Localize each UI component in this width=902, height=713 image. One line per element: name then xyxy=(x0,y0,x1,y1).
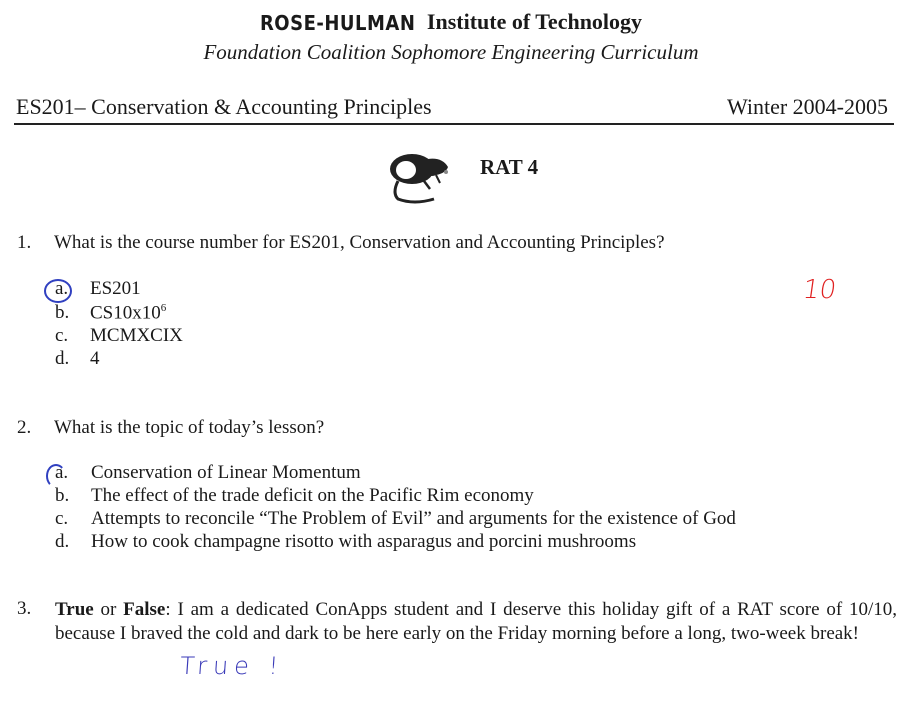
rose-hulman-logo: ROSE-HULMAN xyxy=(259,11,416,36)
option-text-base: CS10x10 xyxy=(90,302,161,324)
option-letter: c. xyxy=(55,508,69,529)
option-text[interactable]: How to cook champagne risotto with asparagus and porcini mushrooms xyxy=(91,531,637,552)
answer-circle-mark xyxy=(44,279,72,303)
statement-text: : I am a dedicated ConApps student and I deserve this holiday gift of a RAT score of 10/10, because I braved the cold and dark to be here early on the Friday morning before a long, two-week break! xyxy=(55,599,898,644)
rat-icon xyxy=(384,145,456,207)
option-text[interactable] xyxy=(90,302,166,324)
false-label: False xyxy=(123,599,166,620)
question-number: 1. xyxy=(17,232,32,253)
option-superscript: 6 xyxy=(160,302,167,314)
question-number: 2. xyxy=(17,417,32,438)
option-text[interactable]: Attempts to reconcile “The Problem of Evil” and arguments for the existence of God xyxy=(91,508,736,529)
institute-name: Institute of Technology xyxy=(426,9,643,34)
option-text[interactable]: 4 xyxy=(90,348,100,369)
question-number: 3. xyxy=(17,598,32,619)
true-label: True xyxy=(55,599,94,620)
option-text[interactable]: Conservation of Linear Momentum xyxy=(91,462,361,483)
curriculum-subtitle: Foundation Coalition Sophomore Engineering Curriculum xyxy=(203,40,699,64)
course-title: ES201– Conservation & Accounting Principles xyxy=(16,94,432,119)
option-letter: a. xyxy=(55,462,69,483)
option-text[interactable]: The effect of the trade deficit on the Pacific Rim economy xyxy=(91,485,534,506)
or-label: or xyxy=(93,599,124,620)
quiz-title: RAT 4 xyxy=(480,155,539,179)
option-letter: d. xyxy=(55,348,70,369)
option-letter: a. xyxy=(55,278,69,299)
handwritten-answer: True ! xyxy=(179,652,286,680)
term-label: Winter 2004-2005 xyxy=(726,94,888,119)
option-letter: b. xyxy=(55,485,70,506)
option-letter: c. xyxy=(55,325,69,346)
question-text: What is the course number for ES201, Conservation and Accounting Principles? xyxy=(54,232,665,253)
option-letter: d. xyxy=(55,531,70,552)
header-divider xyxy=(14,123,894,125)
institution-header xyxy=(0,9,902,35)
handwritten-grade: 10 xyxy=(800,275,839,305)
question-text xyxy=(55,598,897,646)
question-text: What is the topic of today’s lesson? xyxy=(54,417,325,438)
option-letter: b. xyxy=(55,302,70,323)
option-text[interactable]: MCMXCIX xyxy=(90,325,183,346)
option-text[interactable]: ES201 xyxy=(90,278,141,299)
